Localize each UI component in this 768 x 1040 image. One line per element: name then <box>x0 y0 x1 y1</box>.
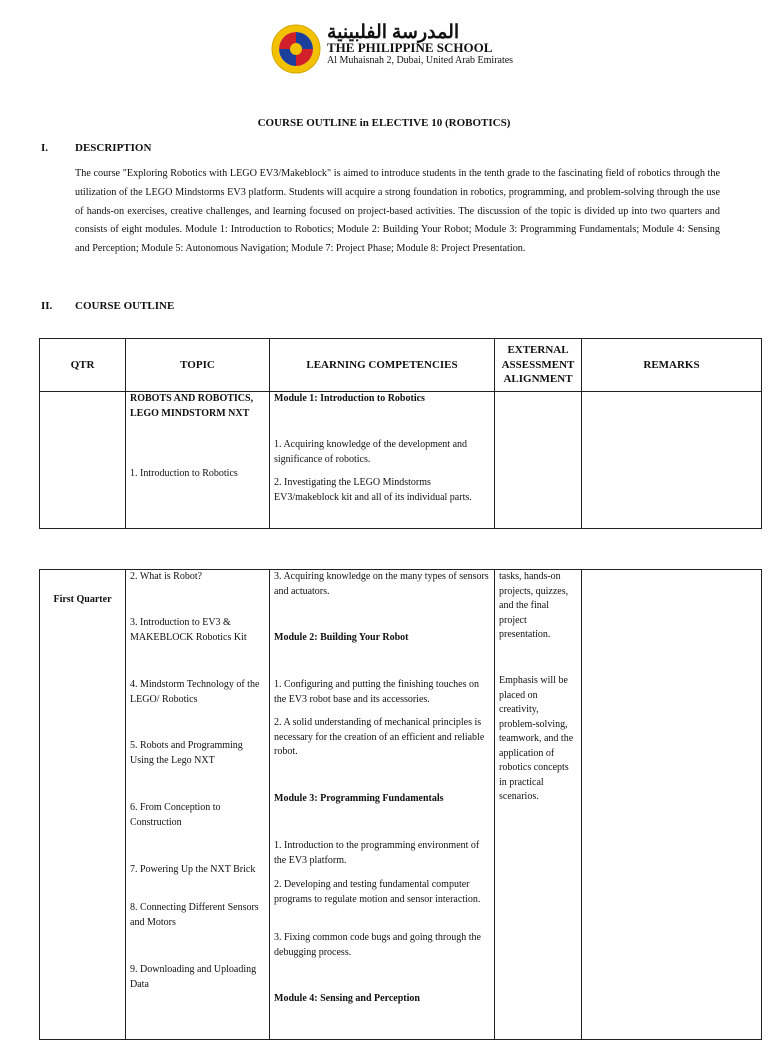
school-arabic-name: المدرسة الفلبينية <box>327 22 460 43</box>
remarks-cell <box>582 392 762 529</box>
topic-item: 4. Mindstorm Technology of the LEGO/ Robotics <box>130 679 260 705</box>
topic-item: 6. From Conception to Construction <box>130 802 221 828</box>
description-paragraph: The course "Exploring Robotics with LEGO EV3/Makeblock" is aimed to introduce students in the tenth grade to the fascinating field of robotics through the utilization of the LEGO Mindstorms EV3 platform. Students will acquire a strong foundation in robotics, programming, and problem-solving through the use of hands-on exercises, creative challenges, and learning focused on project-based activities. The discussion of the topic is divided up into two quarters and consists of eight modules. Module 1: Introduction to Robotics; Module 2: Building Your Robot; Module 3: Programming Fundamentals; Module 4: Sensing and Perception; Module 5: Autonomous Navigation; Module 7: Project Phase; Module 8: Project Presentation. <box>75 168 720 255</box>
topic-cell <box>126 392 270 529</box>
assessment-cell <box>495 570 582 1040</box>
section-2-number: II. <box>41 300 53 312</box>
assessment-text: tasks, hands-on projects, quizzes, and the final project presentation. <box>499 571 569 640</box>
competency-item: 2. Investigating the LEGO Mindstorms EV3/makeblock kit and all of its individual parts. <box>274 477 472 503</box>
topic-cell <box>126 570 270 1040</box>
competency-item: 1. Introduction to the programming environment of the EV3 platform. <box>274 840 480 866</box>
table-row <box>40 392 762 529</box>
qtr-cell <box>40 392 126 529</box>
topic-item: 5. Robots and Programming Using the Lego NXT <box>130 740 243 766</box>
section-1-heading: DESCRIPTION <box>75 142 152 154</box>
section-1-number: I. <box>41 142 49 154</box>
topic-item: 3. Introduction to EV3 & MAKEBLOCK Robotics Kit <box>130 617 247 643</box>
module-3-heading: Module 3: Programming Fundamentals <box>274 793 444 804</box>
competencies-cell <box>270 570 495 1040</box>
header-qtr: QTR <box>40 339 126 392</box>
header-external-assessment: EXTERNAL ASSESSMENT ALIGNMENT <box>495 339 582 392</box>
competency-item: 2. A solid understanding of mechanical principles is necessary for the creation of an efficient and reliable robot. <box>274 717 485 757</box>
emphasis-text: Emphasis will be placed on creativity, problem-solving, teamwork, and the application of robotics concepts in practical scenarios. <box>499 675 574 802</box>
assessment-cell <box>495 392 582 529</box>
remarks-cell <box>582 570 762 1040</box>
competency-item: 1. Configuring and putting the finishing touches on the EV3 robot base and its accessories. <box>274 679 479 705</box>
competencies-cell <box>270 392 495 529</box>
module-1-heading: Module 1: Introduction to Robotics <box>274 393 425 404</box>
document-title: COURSE OUTLINE in ELECTIVE 10 (ROBOTICS) <box>257 117 511 129</box>
competency-item: 2. Developing and testing fundamental computer programs to regulate motion and sensor interaction. <box>274 879 481 905</box>
school-address: Al Muhaisnah 2, Dubai, United Arab Emirates <box>327 55 514 66</box>
competency-item: 3. Fixing common code bugs and going through the debugging process. <box>274 932 481 958</box>
header-topic: TOPIC <box>126 339 270 392</box>
competency-item: 3. Acquiring knowledge on the many types of sensors and actuators. <box>274 571 489 597</box>
school-name: THE PHILIPPINE SCHOOL <box>327 40 493 55</box>
course-outline-table-page1 <box>39 338 762 529</box>
topic-item: 8. Connecting Different Sensors and Motors <box>130 902 259 928</box>
competency-item: 1. Acquiring knowledge of the development and significance of robotics. <box>274 439 468 465</box>
header-remarks: REMARKS <box>582 339 762 392</box>
topic-item: 7. Powering Up the NXT Brick <box>130 864 256 875</box>
course-outline-table-page2 <box>39 569 762 1040</box>
school-logo <box>271 24 321 74</box>
topic-item: 2. What is Robot? <box>130 571 203 582</box>
table-header-row <box>40 339 762 392</box>
header-learning-competencies: LEARNING COMPETENCIES <box>270 339 495 392</box>
table-row <box>40 570 762 1040</box>
module-2-heading: Module 2: Building Your Robot <box>274 632 409 643</box>
topic-title: ROBOTS AND ROBOTICS, LEGO MINDSTORM NXT <box>130 393 254 419</box>
topic-item: 1. Introduction to Robotics <box>130 468 238 479</box>
qtr-cell <box>40 570 126 1040</box>
module-4-heading: Module 4: Sensing and Perception <box>274 993 420 1004</box>
quarter-label: First Quarter <box>53 594 112 605</box>
topic-item: 9. Downloading and Uploading Data <box>130 964 257 990</box>
section-2-heading: COURSE OUTLINE <box>75 300 175 312</box>
